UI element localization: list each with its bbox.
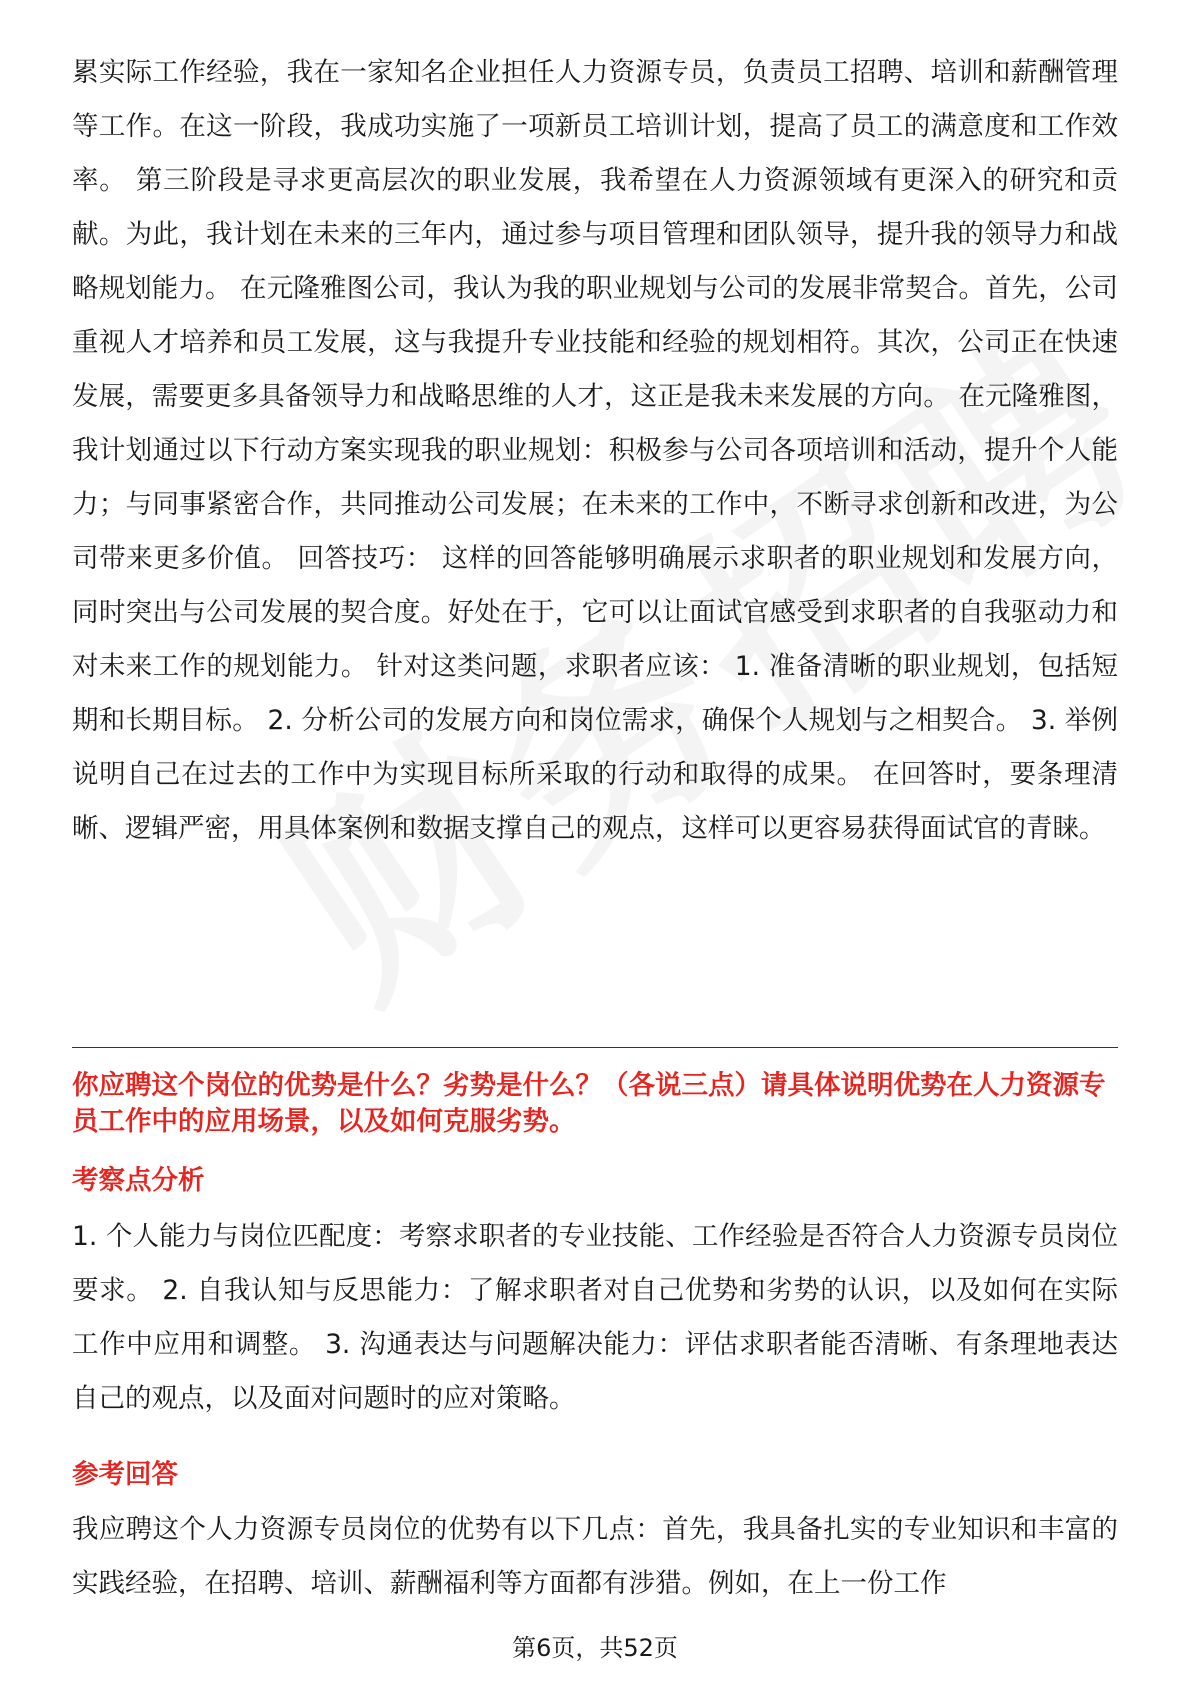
question-title: 你应聘这个岗位的优势是什么？劣势是什么？（各说三点）请具体说明优势在人力资源专员工作中的应用场景，以及如何克服劣势。 [72,1070,1106,1137]
reference-answer-paragraph: 我应聘这个人力资源专员岗位的优势有以下几点：首先，我具备扎实的专业知识和丰富的实践经验，在招聘、培训、薪酬福利等方面都有涉猎。例如，在上一份工作 [72,1514,1118,1599]
reference-answer-heading: 参考回答 [72,1459,178,1490]
analysis-paragraph: 1. 个人能力与岗位匹配度：考察求职者的专业技能、工作经验是否符合人力资源专员岗位要求。 2. 自我认知与反思能力：了解求职者对自己优势和劣势的认识，以及如何在实际工作中应用和调整。 3. 沟通表达与问题解决能力：评估求职者能否清晰、有条理地表达自己的观点，以及面对问题时的应对策略。 [72,1221,1118,1414]
previous-answer-paragraph: 累实际工作经验，我在一家知名企业担任人力资源专员，负责员工招聘、培训和薪酬管理等工作。在这一阶段，我成功实施了一项新员工培训计划，提高了员工的满意度和工作效率。 第三阶段是寻求更高层次的职业发展，我希望在人力资源领域有更深入的研究和贡献。为此，我计划在未来的三年内，通过参与项目管理和团队领导，提升我的领导力和战略规划能力。 在元隆雅图公司，我认为我的职业规划与公司的发展非常契合。首先，公司重视人才培养和员工发展，这与我提升专业技能和经验的规划相符。其次，公司正在快速发展，需要更多具备领导力和战略思维的人才，这正是我未来发展的方向。 在元隆雅图，我计划通过以下行动方案实现我的职业规划：积极参与公司各项培训和活动，提升个人能力；与同事紧密合作，共同推动公司发展；在未来的工作中，不断寻求创新和改进，为公司带来更多价值。 回答技巧： 这样的回答能够明确展示求职者的职业规划和发展方向，同时突出与公司发展的契合度。好处在于，它可以让面试官感受到求职者的自我驱动力和对未来工作的规划能力。 针对这类问题，求职者应该： 1. 准备清晰的职业规划，包括短期和长期目标。 2. 分析公司的发展方向和岗位需求，确保个人规划与之相契合。 3. 举例说明自己在过去的工作中为实现目标所采取的行动和取得的成果。 在回答时，要条理清晰、逻辑严密，用具体案例和数据支撑自己的观点，这样可以更容易获得面试官的青睐。 [72,57,1118,844]
analysis-heading: 考察点分析 [72,1165,205,1196]
page-number: 第6页，共52页 [512,1634,678,1662]
section-divider [72,1047,1118,1048]
